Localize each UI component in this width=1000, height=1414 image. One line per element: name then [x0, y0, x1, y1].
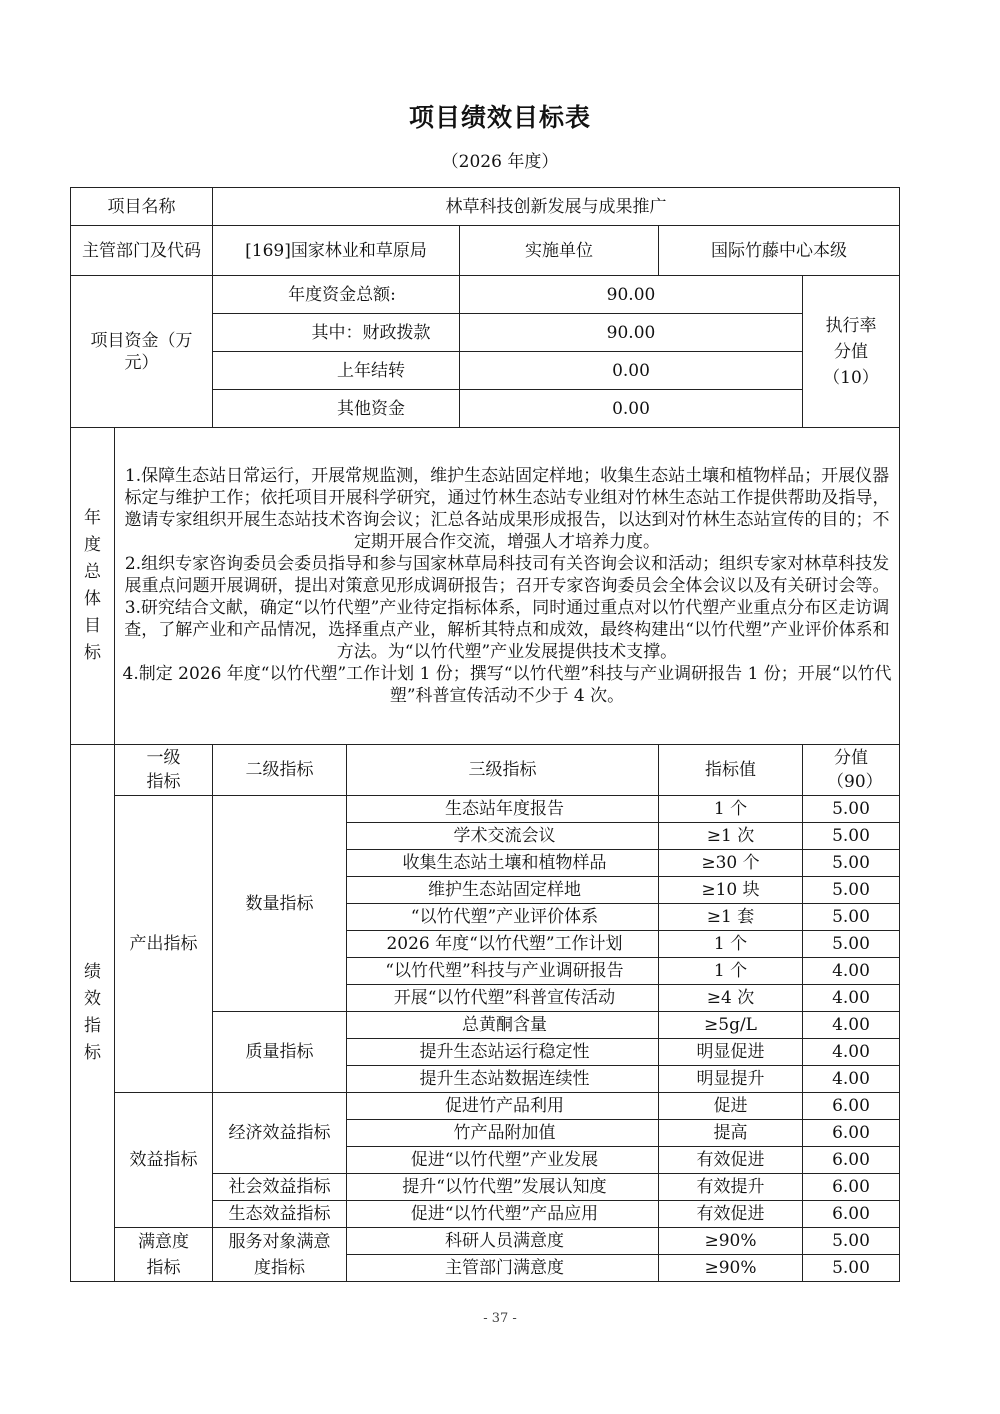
indicator-row	[71, 1093, 900, 1120]
indicator-score: 5.00	[803, 931, 900, 958]
indicator-name: 促进“以竹代塑”产业发展	[347, 1147, 659, 1174]
header-level1: 一级指标	[115, 745, 213, 796]
indicator-value: ≥1 次	[659, 823, 803, 850]
fund-row-value: 90.00	[460, 314, 803, 352]
indicator-score: 5.00	[803, 823, 900, 850]
goal-paragraph: 1.保障生态站日常运行，开展常规监测，维护生态站固定样地；收集生态站土壤和植物样品；开展仪器标定与维护工作；依托项目开展科学研究，通过竹林生态站专业组对竹林生态站工作提供帮助及指导，邀请专家组织开展生态站技术咨询会议；汇总各站成果形成报告，以达到对竹林生态站宣传的目的；不定期开展合作交流，增强人才培养力度。	[124, 466, 890, 552]
indicator-score: 5.00	[803, 904, 900, 931]
indicator-name: 收集生态站土壤和植物样品	[347, 850, 659, 877]
page-number: - 37 -	[483, 1311, 517, 1326]
dept-label: 主管部门及代码	[71, 226, 213, 276]
project-name-row	[71, 188, 900, 226]
indicator-score: 6.00	[803, 1201, 900, 1228]
indicator-name: 提升生态站数据连续性	[347, 1066, 659, 1093]
fund-row-value: 90.00	[460, 276, 803, 314]
goals-label: 年度总体目标	[71, 428, 115, 745]
performance-label: 绩效指标	[71, 745, 115, 1282]
indicator-value: 1 个	[659, 796, 803, 823]
fund-label: 项目资金（万元）	[71, 276, 213, 428]
unit-value: 国际竹藤中心本级	[659, 226, 900, 276]
indicator-row	[71, 796, 900, 823]
indicator-score: 5.00	[803, 850, 900, 877]
indicator-value: ≥1 套	[659, 904, 803, 931]
indicator-name: “以竹代塑”产业评价体系	[347, 904, 659, 931]
indicator-score: 4.00	[803, 1012, 900, 1039]
indicator-score: 4.00	[803, 958, 900, 985]
fund-row-label: 年度资金总额:	[213, 276, 460, 314]
indicator-score: 5.00	[803, 796, 900, 823]
indicator-value: 促进	[659, 1093, 803, 1120]
fund-row	[71, 276, 900, 314]
indicator-name: 提升“以竹代塑”发展认知度	[347, 1174, 659, 1201]
indicator-value: ≥5g/L	[659, 1012, 803, 1039]
fund-row-value: 0.00	[460, 390, 803, 428]
page-title: 项目绩效目标表	[408, 103, 591, 132]
indicator-score: 5.00	[803, 1255, 900, 1282]
indicator-score: 5.00	[803, 877, 900, 904]
indicator-name: 学术交流会议	[347, 823, 659, 850]
project-name-label: 项目名称	[71, 188, 213, 226]
header-level3: 三级指标	[347, 745, 659, 796]
goal-paragraph: 3.研究结合文献，确定“以竹代塑”产业待定指标体系，同时通过重点对以竹代塑产业重点分布区走访调查，了解产业和产品情况，选择重点产业，解析其特点和成效，最终构建出“以竹代塑”产业评价体系和方法。为“以竹代塑”产业发展提供技术支撑。	[124, 598, 890, 662]
unit-label: 实施单位	[460, 226, 659, 276]
group-benefit-social: 社会效益指标	[213, 1174, 347, 1201]
fund-row-label: 其中：财政拨款	[213, 314, 460, 352]
indicator-name: 竹产品附加值	[347, 1120, 659, 1147]
group-benefit-economic: 经济效益指标	[213, 1093, 347, 1174]
indicator-score: 6.00	[803, 1147, 900, 1174]
indicator-score: 4.00	[803, 1039, 900, 1066]
header-score: 分值（90）	[803, 745, 900, 796]
indicator-name: 科研人员满意度	[347, 1228, 659, 1255]
page-subtitle: （2026 年度）	[441, 152, 559, 172]
indicator-name: 促进“以竹代塑”产品应用	[347, 1201, 659, 1228]
header-value: 指标值	[659, 745, 803, 796]
project-name-value: 林草科技创新发展与成果推广	[213, 188, 900, 226]
indicator-value: 提高	[659, 1120, 803, 1147]
group-satisfaction-service: 服务对象满意度指标	[213, 1228, 347, 1282]
indicator-score: 6.00	[803, 1120, 900, 1147]
indicator-value: ≥10 块	[659, 877, 803, 904]
indicator-value: ≥4 次	[659, 985, 803, 1012]
group-benefit: 效益指标	[115, 1093, 213, 1228]
indicator-row	[71, 1228, 900, 1255]
indicator-name: 生态站年度报告	[347, 796, 659, 823]
indicator-value: 明显提升	[659, 1066, 803, 1093]
indicator-value: ≥90%	[659, 1228, 803, 1255]
indicator-name: 促进竹产品利用	[347, 1093, 659, 1120]
dept-value: [169]国家林业和草原局	[213, 226, 460, 276]
group-output: 产出指标	[115, 796, 213, 1093]
group-output-quantity: 数量指标	[213, 796, 347, 1012]
group-output-quality: 质量指标	[213, 1012, 347, 1093]
indicator-name: “以竹代塑”科技与产业调研报告	[347, 958, 659, 985]
indicator-score: 4.00	[803, 1066, 900, 1093]
goal-paragraph: 2.组织专家咨询委员会委员指导和参与国家林草局科技司有关咨询会议和活动；组织专家对林草科技发展重点问题开展调研，提出对策意见形成调研报告；召开专家咨询委员会全体会议以及有关研讨会等。	[124, 554, 890, 596]
indicator-value: 有效提升	[659, 1174, 803, 1201]
indicator-score: 5.00	[803, 1228, 900, 1255]
execution-rate-label: 执行率分值（10）	[803, 276, 900, 428]
group-satisfaction: 满意度指标	[115, 1228, 213, 1282]
indicator-value: 有效促进	[659, 1201, 803, 1228]
indicator-value: 1 个	[659, 958, 803, 985]
indicator-name: 总黄酮含量	[347, 1012, 659, 1039]
fund-row-value: 0.00	[460, 352, 803, 390]
fund-row-label: 其他资金	[213, 390, 460, 428]
performance-goal-table	[70, 187, 900, 1282]
header-level2: 二级指标	[213, 745, 347, 796]
indicator-name: 提升生态站运行稳定性	[347, 1039, 659, 1066]
goals-text	[115, 428, 900, 745]
indicator-name: 维护生态站固定样地	[347, 877, 659, 904]
dept-row	[71, 226, 900, 276]
indicator-value: 明显促进	[659, 1039, 803, 1066]
indicator-value: 有效促进	[659, 1147, 803, 1174]
indicator-header-row	[71, 745, 900, 796]
indicator-value: ≥90%	[659, 1255, 803, 1282]
indicator-name: 2026 年度“以竹代塑”工作计划	[347, 931, 659, 958]
indicator-value: 1 个	[659, 931, 803, 958]
indicator-name: 开展“以竹代塑”科普宣传活动	[347, 985, 659, 1012]
fund-row-label: 上年结转	[213, 352, 460, 390]
indicator-score: 4.00	[803, 985, 900, 1012]
indicator-score: 6.00	[803, 1174, 900, 1201]
indicator-score: 6.00	[803, 1093, 900, 1120]
indicator-value: ≥30 个	[659, 850, 803, 877]
indicator-name: 主管部门满意度	[347, 1255, 659, 1282]
goals-row	[71, 428, 900, 745]
goal-paragraph: 4.制定 2026 年度“以竹代塑”工作计划 1 份；撰写“以竹代塑”科技与产业调研报告 1 份；开展“以竹代塑”科普宣传活动不少于 4 次。	[122, 664, 892, 706]
group-benefit-ecological: 生态效益指标	[213, 1201, 347, 1228]
